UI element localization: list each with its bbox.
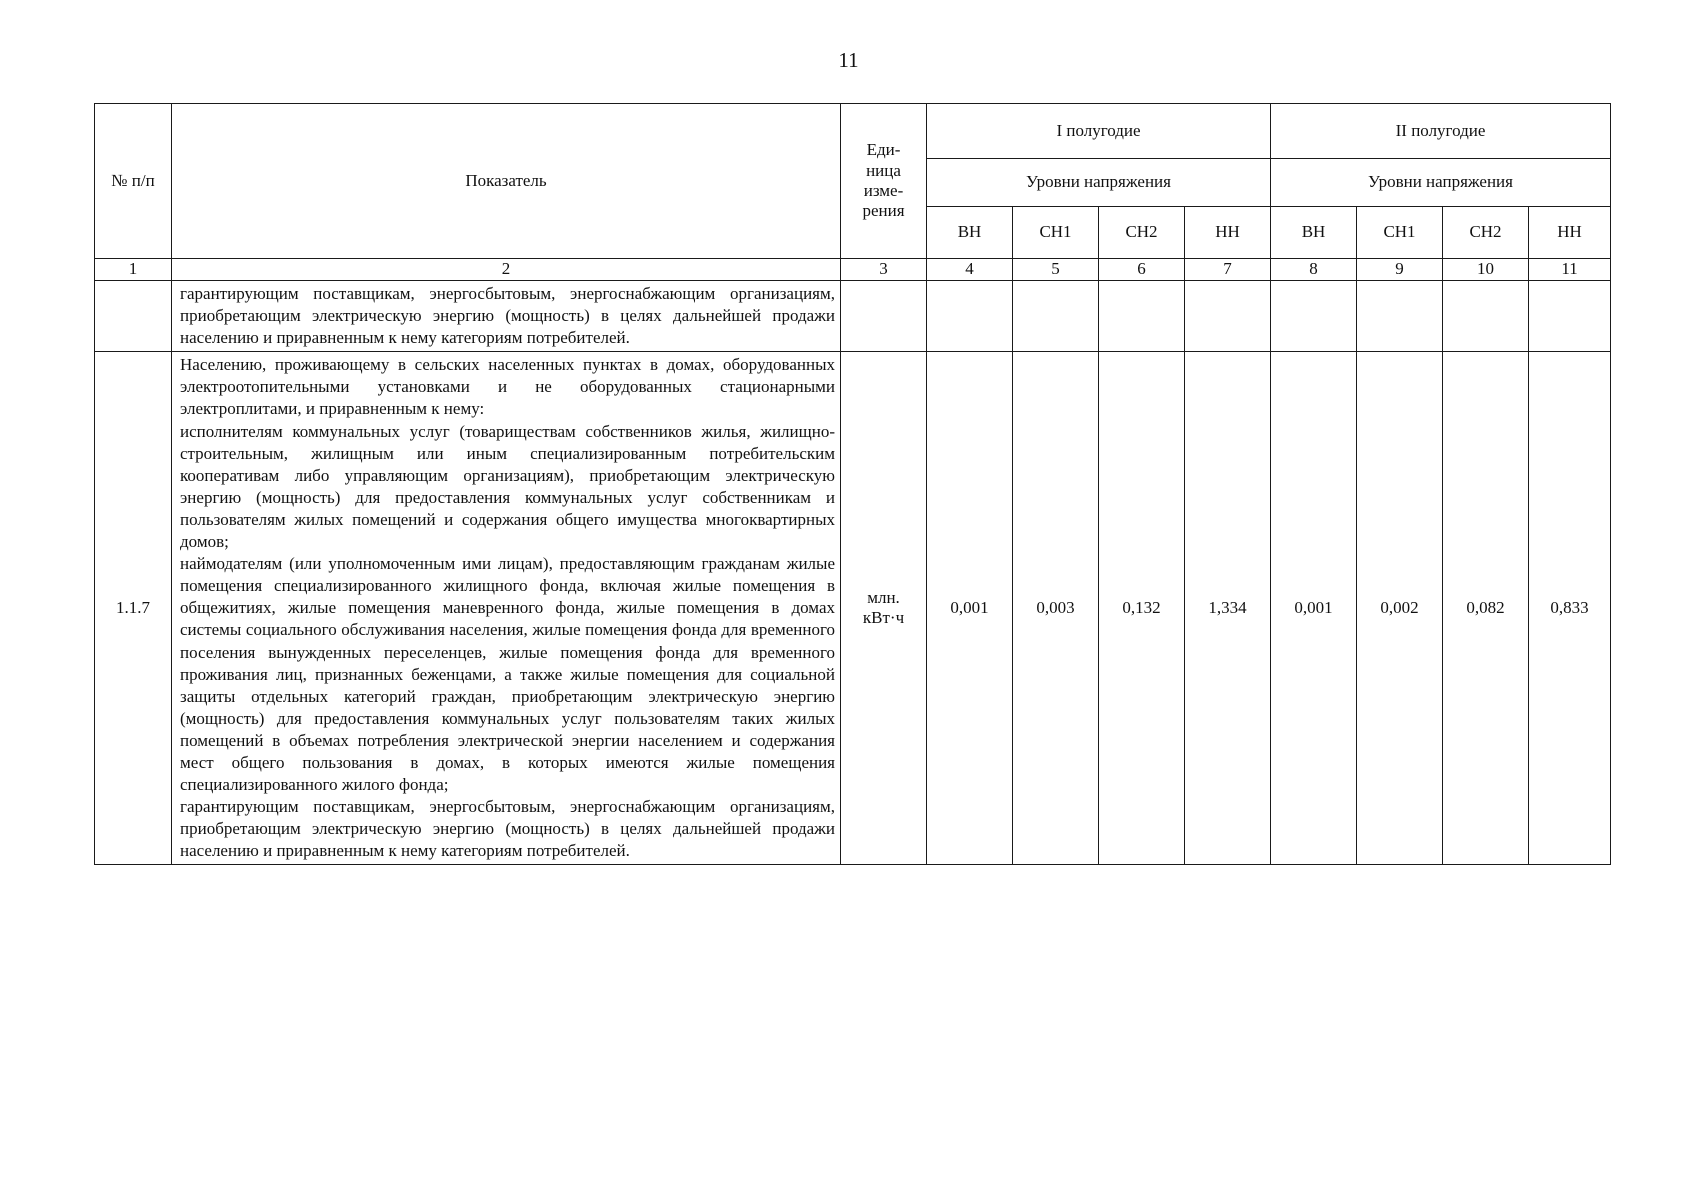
value-cell <box>927 281 1013 352</box>
value-cell <box>1013 281 1099 352</box>
header-half1: I полугодие <box>927 104 1271 159</box>
column-number: 11 <box>1529 259 1611 281</box>
header-indicator: Показатель <box>172 104 841 259</box>
value-cell: 0,132 <box>1099 352 1185 865</box>
header-level: НН <box>1529 207 1611 259</box>
column-number: 6 <box>1099 259 1185 281</box>
header-voltage-levels-1: Уровни напряжения <box>927 159 1271 207</box>
page-number: 11 <box>838 48 859 72</box>
value-cell: 0,002 <box>1357 352 1443 865</box>
header-unit: Еди- ница изме- рения <box>841 104 927 259</box>
header-level: НН <box>1185 207 1271 259</box>
header-level: СН2 <box>1099 207 1185 259</box>
column-number: 9 <box>1357 259 1443 281</box>
value-cell <box>1357 281 1443 352</box>
description-paragraph: гарантирующим поставщикам, энергосбытовым, энергоснабжающим организациям, приобретающим электрическую энергию (мощность) в целях дальнейшей продажи населению и приравненным к нему категориям потребителей. <box>180 797 835 861</box>
header-level: СН1 <box>1357 207 1443 259</box>
value-cell <box>1185 281 1271 352</box>
header-num: № п/п <box>95 104 172 259</box>
description-paragraph: наймодателям (или уполномоченным ими лицам), предоставляющим гражданам жилые помещения специализированного жилищного фонда, включая жилые помещения в общежитиях, жилые помещения маневренного фонда, жилые помещения в домах системы социального обслуживания населения, жилые помещения фонда для временного поселения вынужденных переселенцев, жилые помещения фонда для временного проживания лиц, признанных беженцами, а также жилые помещения для социальной защиты отдельных категорий граждан, приобретающим электрическую энергию (мощность) для предоставления коммунальных услуг пользователям таких жилых помещений в объемах потребления электрической энергии населением и содержания мест общего пользования в домах, в которых имеются жилые помещения специализированного жилого фонда; <box>180 554 835 795</box>
tariff-table <box>94 103 1611 865</box>
value-cell: 0,833 <box>1529 352 1611 865</box>
value-cell: 0,082 <box>1443 352 1529 865</box>
value-cell <box>1099 281 1185 352</box>
row-number <box>95 281 172 352</box>
row-unit: млн. кВт·ч <box>841 352 927 865</box>
table-row <box>95 352 1611 865</box>
value-cell: 0,001 <box>1271 352 1357 865</box>
column-number: 7 <box>1185 259 1271 281</box>
column-number: 10 <box>1443 259 1529 281</box>
value-cell <box>1443 281 1529 352</box>
header-level: ВН <box>1271 207 1357 259</box>
value-cell <box>1271 281 1357 352</box>
row-description <box>172 281 841 352</box>
value-cell: 0,003 <box>1013 352 1099 865</box>
row-unit <box>841 281 927 352</box>
column-number: 1 <box>95 259 172 281</box>
description-paragraph: Населению, проживающему в сельских населенных пунктах в домах, оборудованных электроотопительными установками и не оборудованных стационарными электроплитами, и приравненным к нему: <box>180 355 835 419</box>
header-level: СН2 <box>1443 207 1529 259</box>
row-number: 1.1.7 <box>95 352 172 865</box>
column-number: 3 <box>841 259 927 281</box>
column-number: 4 <box>927 259 1013 281</box>
column-number: 2 <box>172 259 841 281</box>
description-paragraph: гарантирующим поставщикам, энергосбытовым, энергоснабжающим организациям, приобретающим электрическую энергию (мощность) в целях дальнейшей продажи населению и приравненным к нему категориям потребителей. <box>180 284 835 348</box>
table-row <box>95 281 1611 352</box>
column-number: 5 <box>1013 259 1099 281</box>
row-description <box>172 352 841 865</box>
header-level: ВН <box>927 207 1013 259</box>
header-half2: II полугодие <box>1271 104 1611 159</box>
description-paragraph: исполнителям коммунальных услуг (товариществам собственников жилья, жилищно-строительным, жилищным или иным специализированным потребительским кооперативам либо управляющим организациям), приобретающим электрическую энергию (мощность) для предоставления коммунальных услуг собственникам и пользователям жилых помещений и содержания общего имущества многоквартирных домов; <box>180 421 835 552</box>
value-cell <box>1529 281 1611 352</box>
header-voltage-levels-2: Уровни напряжения <box>1271 159 1611 207</box>
column-number: 8 <box>1271 259 1357 281</box>
header-level: СН1 <box>1013 207 1099 259</box>
value-cell: 1,334 <box>1185 352 1271 865</box>
value-cell: 0,001 <box>927 352 1013 865</box>
